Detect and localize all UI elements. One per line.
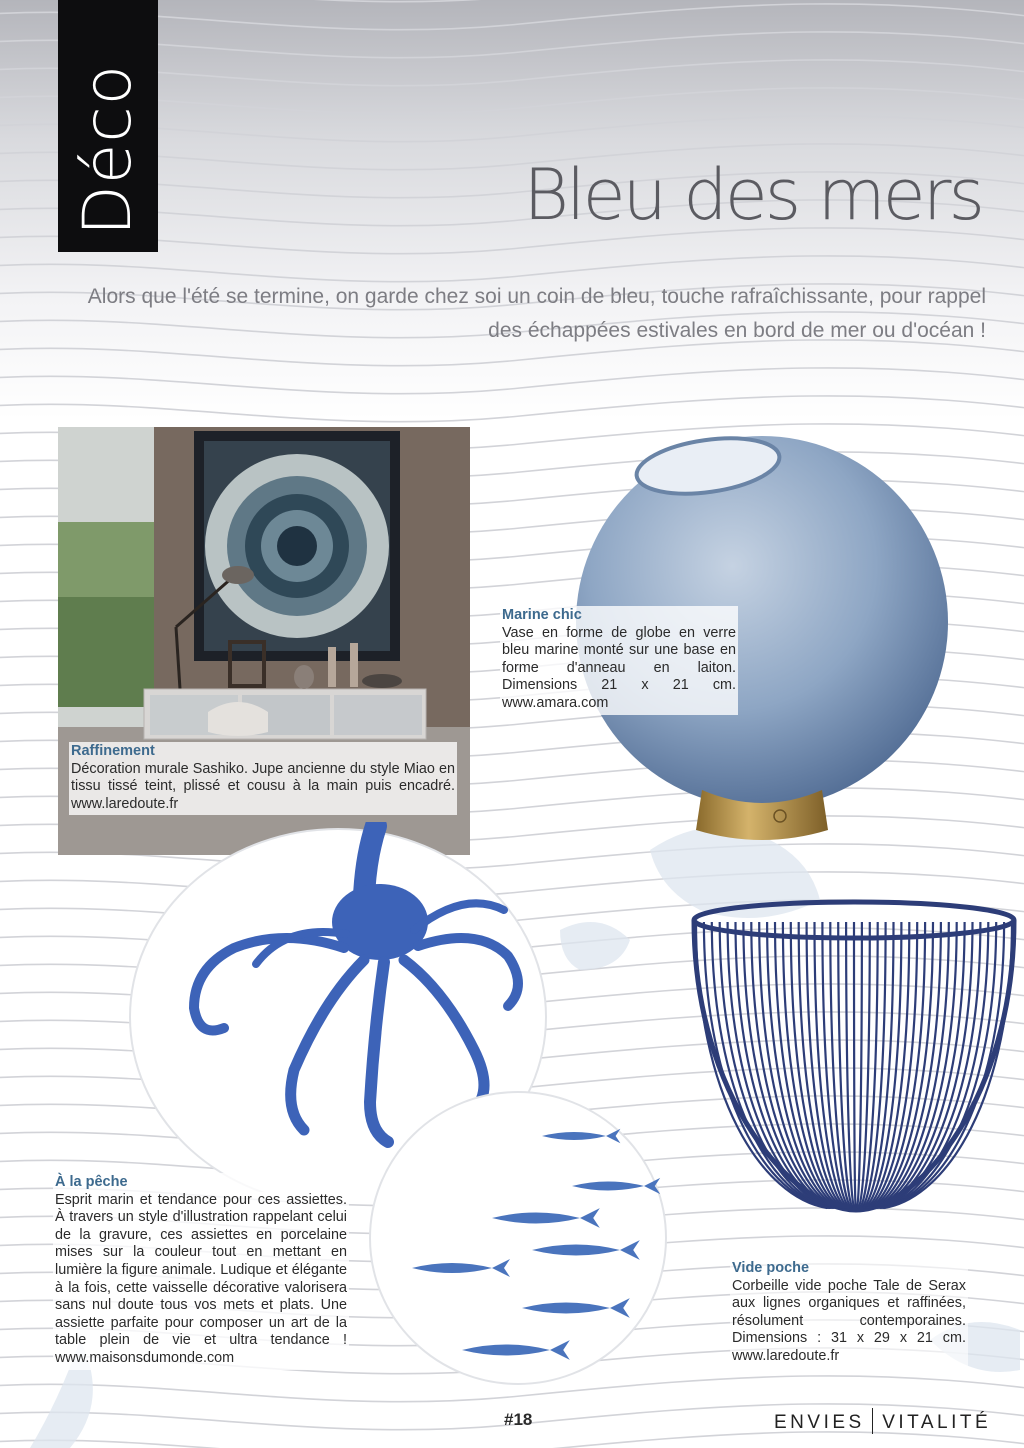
caption-text: Décoration murale Sashiko. Jupe ancienne du style Miao en tissu tissé teint, plissé et cousu à la main puis encadré. www.laredoute.fr [71, 760, 455, 812]
caption-title: Vide poche [732, 1260, 810, 1276]
caption-raffinement [69, 742, 457, 815]
section-tab [58, 0, 158, 252]
basket-wire [854, 922, 856, 1208]
basket-wire [866, 922, 910, 1208]
caption-text: Vase en forme de globe en verre bleu marine monté sur une base en forme d'anneau en laiton. Dimensions 21 x 21 cm. www.amara.com [502, 624, 736, 711]
wave-line [0, 256, 1024, 282]
wave-line [0, 1432, 1024, 1448]
basket-wire [704, 922, 829, 1208]
caption-title: Raffinement [71, 743, 155, 759]
brand-divider [872, 1408, 874, 1434]
caption-vide-poche [730, 1259, 968, 1368]
caption-title: À la pêche [55, 1174, 128, 1190]
fish-plate-image [362, 1088, 670, 1388]
wave-line [0, 396, 1024, 422]
basket-wire [857, 922, 862, 1208]
brand-envies: ENVIES [774, 1412, 865, 1433]
page-number: #18 [504, 1410, 533, 1429]
intro-text: Alors que l'été se termine, on garde chez soi un coin de bleu, touche rafraîchissante, pour rappel des échappées estivales en bord de mer ou d'océan ! [87, 285, 986, 342]
footer-brand [774, 1408, 991, 1434]
page-title: Bleu des mers [523, 154, 982, 236]
wave-line [0, 368, 1024, 394]
brand-vitalite: VITALITÉ [882, 1412, 992, 1433]
wire-basket-image [684, 898, 1024, 1223]
caption-a-la-peche [53, 1173, 349, 1370]
caption-title: Marine chic [502, 607, 582, 623]
caption-text: Corbeille vide poche Tale de Serax aux lignes organiques et raffinées, résolument contemporaines. Dimensions : 31 x 29 x 21 cm. www.laredoute.fr [732, 1277, 966, 1364]
section-label: Déco [69, 63, 146, 237]
basket-wire [751, 922, 837, 1208]
caption-marine-chic [500, 606, 738, 715]
caption-text: Esprit marin et tendance pour ces assiettes. À travers un style d'illustration rappelant celui de la gravure, ces assiettes en porcelaine mises sur la couleur tout en mettant en lumière la figure animale. Ludique et élégante à la fois, cette vaisselle décorative valorisera sans nul doute tous vos mets et plats. Une assiette parfaite pour composer un art de la table plein de vie et ultra tendance ! www.maisonsdumonde.com [55, 1191, 347, 1366]
